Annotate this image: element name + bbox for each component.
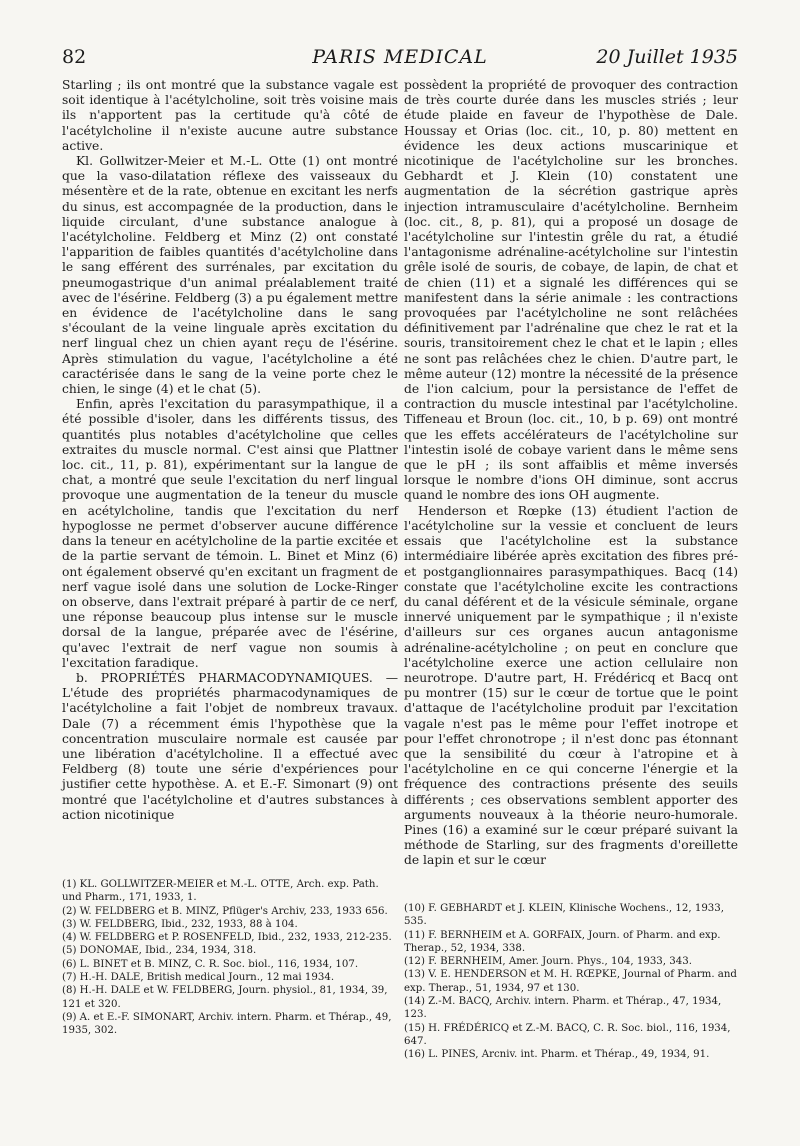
paragraph: b. PROPRIÉTÉS PHARMACODYNAMIQUES. — L'étude des propriétés pharmacodynamiques de l'acétylcholine a fait l'objet de nombreux travaux. Dale (7) a récemment émis l'hypothèse que la concentration musculaire normale est causée par une libération d'acétylcholine. Il a effectué avec Feldberg (8) toute une série d'expériences pour justifier cette hypothèse. A. et E.-F. Simonart (9) ont montré que l'acétylcholine et d'autres substances à action nicotinique: [62, 670, 398, 822]
footnote: (8) H.-H. DALE et W. FELDBERG, Journ. physiol., 81, 1934, 39, 121 et 320.: [62, 985, 388, 1010]
paragraph: Starling ; ils ont montré que la substance vagale est soit identique à l'acétylcholine, soit très voisine mais ils n'apportent pas la certitude qu'à côté de l'acétylcholine il n'existe aucune autre substance active.: [62, 78, 398, 153]
paragraph: Kl. Gollwitzer-Meier et M.-L. Otte (1) ont montré que la vaso-dilatation réflexe des vaisseaux du mésentère et de la rate, obtenue en excitant les nerfs du sinus, est accompagnée de la production, dans le liquide circulant, d'une substance analogue à l'acétylcholine. Feldberg et Minz (2) ont constaté l'apparition de faibles quantités d'acétylcholine dans le sang efférent des surrénales, par excitation du pneumogastrique d'un animal préalablement traité avec de l'ésérine. Feldberg (3) a pu également mettre en évidence de l'acétylcholine dans le sang s'écoulant de la veine linguale après excitation du nerf lingual chez un chien ayant reçu de l'ésérine. Après stimulation du vague, l'acétylcholine a été caractérisée dans le sang de la veine porte chez le chien, le singe (4) et le chat (5).: [62, 154, 398, 397]
footnote: (5) DONOMAE, Ibid., 234, 1934, 318.: [62, 945, 257, 957]
paragraph: possèdent la propriété de provoquer des contraction de très courte durée dans les muscles striés ; leur étude plaide en faveur de l'hypothèse de Dale. Houssay et Orias (loc. cit., 10, p. 80) mettent en évidence les deux actions muscarinique et nicotinique de l'acétylcholine sur les bronches. Gebhardt et J. Klein (10) constatent une augmentation de la sécrétion gastrique après injection intramusculaire d'acétylcholine. Bernheim (loc. cit., 8, p. 81), qui a proposé un dosage de l'acétylcholine sur l'intestin grêle du rat, a étudié l'antagonisme adrénaline-acétylcholine sur l'intestin grêle isolé de souris, de cobaye, de lapin, de chat et de chien (11) et a signalé les différences qui se manifestent dans la série animale : les contractions provoquées par l'acétylcholine ne sont relâchées définitivement par l'adrénaline que chez le rat et la souris, transitoirement chez le chat et le lapin ; elles ne sont pas relâchées chez le chien. D'autre part, le même auteur (12) montre la nécessité de la présence de l'ion calcium, pour la persistance de l'effet de contraction du muscle intestinal par l'acétylcholine. Tiffeneau et Broun (loc. cit., 10, b p. 69) ont montré que les effets accélérateurs de l'acétylcholine sur l'intestin isolé de cobaye varient dans le même sens que le pH ; ils sont affaiblis et même inversés lorsque le nombre d'ions OH diminue, sont accrus quand le nombre des ions OH augmente.: [404, 78, 738, 503]
footnote: (6) L. BINET et B. MINZ, C. R. Soc. biol., 116, 1934, 107.: [62, 958, 359, 970]
footnote: (16) L. PINES, Arcniv. int. Pharm. et Thérap., 49, 1934, 91.: [404, 1049, 710, 1061]
page-header: [62, 42, 738, 72]
footnote: (1) KL. GOLLWITZER-MEIER et M.-L. OTTE, Arch. exp. Path. und Pharm., 171, 1933, 1.: [62, 879, 379, 904]
paragraph: Henderson et Rœpke (13) étudient l'action de l'acétylcholine sur la vessie et concluent de leurs essais que l'acétylcholine est la substance intermédiaire libérée après excitation des fibres pré- et postganglionnaires parasympathiques. Bacq (14) constate que l'acétylcholine excite les contractions du canal déférent et de la vésicule séminale, organe innervé uniquement par le sympathique ; il n'existe d'ailleurs sur ces organes aucun antagonisme adrénaline-acétylcholine ; on peut en conclure que l'acétylcholine exerce une action cellulaire non neurotrope. D'autre part, H. Frédéricq et Bacq ont pu montrer (15) sur le cœur de tortue que le point d'attaque de l'acétylcholine produit par l'excitation vagale n'est pas le même pour l'effet inotrope et pour l'effet chronotrope ; il n'est donc pas étonnant que la sensibilité du cœur à l'atropine et à l'acétylcholine en ce qui concerne l'énergie et la fréquence des contractions présente des seuils différents ; ces observations semblent apporter des arguments nouveaux à la théorie neuro-humorale. Pines (16) a examiné sur le cœur préparé suivant la méthode de Starling, sur des fragments d'oreillette de lapin et sur le cœur: [404, 503, 738, 868]
footnote: (14) Z.-M. BACQ, Archiv. intern. Pharm. et Thérap., 47, 1934, 123.: [404, 996, 722, 1021]
footnote: (12) F. BERNHEIM, Amer. Journ. Phys., 104, 1933, 343.: [404, 956, 692, 968]
footnotes-right: [404, 902, 738, 1062]
paragraph: Enfin, après l'excitation du parasympathique, il a été possible d'isoler, dans les différents tissus, des quantités plus notables d'acétylcholine que celles extraites du muscle normal. C'est ainsi que Plattner loc. cit., 11, p. 81), expérimentant sur la langue de chat, a montré que seule l'excitation du nerf lingual provoque une augmentation de la teneur du muscle en acétylcholine, tandis que l'excitation du nerf hypoglosse ne permet d'observer aucune différence dans la teneur en acétylcholine de la partie excitée et de la partie servant de témoin. L. Binet et Minz (6) ont également observé qu'en excitant un fragment de nerf vague isolé dans une solution de Locke-Ringer on observe, dans l'extrait préparé à partir de ce nerf, une réponse beaucoup plus intense sur le muscle dorsal de la langue, préparée avec de l'ésérine, qu'avec l'extrait de nerf vague non soumis à l'excitation faradique.: [62, 397, 398, 670]
journal-title: PARIS MEDICAL: [312, 46, 488, 68]
right-column: [404, 78, 738, 869]
left-column: [62, 78, 398, 823]
footnote: (3) W. FELDBERG, Ibid., 232, 1933, 88 à 104.: [62, 918, 298, 930]
page-number: 82: [62, 46, 87, 68]
footnote: (7) H.-H. DALE, British medical Journ., 12 mai 1934.: [62, 972, 335, 984]
footnote: (9) A. et E.-F. SIMONART, Archiv. intern. Pharm. et Thérap., 49, 1935, 302.: [62, 1011, 392, 1037]
footnote: (13) V. E. HENDERSON et M. H. RŒPKE, Journal of Pharm. and exp. Therap., 51, 1934, 97 et 130.: [404, 969, 737, 994]
issue-date: 20 Juillet 1935: [596, 46, 738, 68]
footnote: (4) W. FELDBERG et P. ROSENFELD, Ibid., 232, 1933, 212-235.: [62, 932, 392, 944]
footnote: (11) F. BERNHEIM et A. GORFAIX, Journ. of Pharm. and exp. Therap., 52, 1934, 338.: [404, 929, 721, 954]
footnote: (15) H. FRÉDÉRICQ et Z.-M. BACQ, C. R. Soc. biol., 116, 1934, 647.: [404, 1022, 731, 1047]
footnotes-left: [62, 878, 398, 1038]
footnote: (10) F. GEBHARDT et J. KLEIN, Klinische Wochens., 12, 1933, 535.: [404, 903, 725, 928]
footnote: (2) W. FELDBERG et B. MINZ, Pflüger's Archiv, 233, 1933 656.: [62, 905, 388, 917]
